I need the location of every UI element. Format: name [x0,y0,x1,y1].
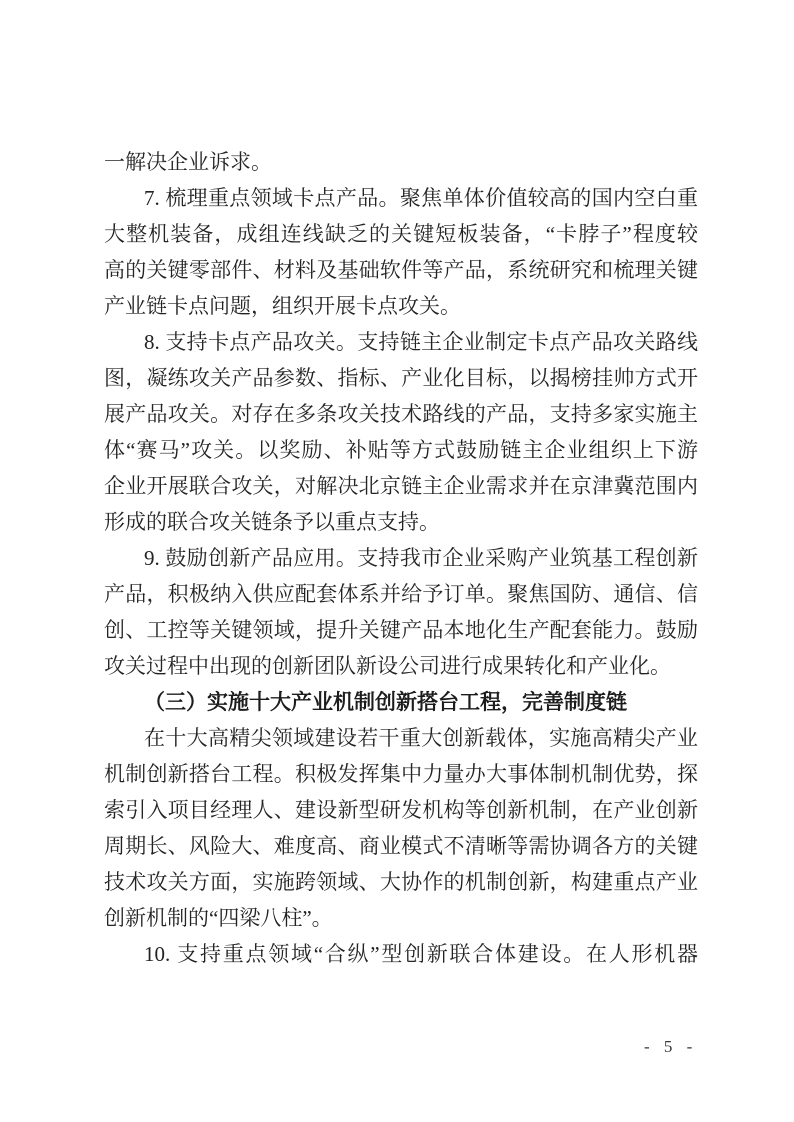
body-line: 9. 鼓励创新产品应用。支持我市企业采购产业筑基工程创新 [144,546,698,570]
body-line: 形成的联合攻关链条予以重点支持。 [104,510,440,534]
body-line: 一解决企业诉求。 [104,150,272,174]
body-line: 展产品攻关。对存在多条攻关技术路线的产品，支持多家实施主 [104,402,698,426]
body-line: 机制创新搭台工程。积极发挥集中力量办大事体制机制优势，探 [104,762,698,786]
body-line: 技术攻关方面，实施跨领域、大协作的机制创新，构建重点产业 [104,870,698,894]
body-line: 攻关过程中出现的创新团队新设公司进行成果转化和产业化。 [104,654,671,678]
body-line: 创新机制的“四梁八柱”。 [104,906,333,930]
page-number: - 5 - [644,1037,698,1056]
section-heading: （三）实施十大产业机制创新搭台工程，完善制度链 [144,690,627,714]
body-line: 8. 支持卡点产品攻关。支持链主企业制定卡点产品攻关路线 [144,330,698,354]
body-line: 索引入项目经理人、建设新型研发机构等创新机制，在产业创新 [104,798,698,822]
body-line: 大整机装备，成组连线缺乏的关键短板装备，“卡脖子”程度较 [104,222,698,246]
body-line: 10. 支持重点领域“合纵”型创新联合体建设。在人形机器 [144,942,698,966]
body-line: 产品，积极纳入供应配套体系并给予订单。聚焦国防、通信、信 [104,582,698,606]
body-line: 产业链卡点问题，组织开展卡点攻关。 [104,294,461,318]
body-line: 在十大高精尖领域建设若干重大创新载体，实施高精尖产业 [144,726,698,750]
body-line: 企业开展联合攻关，对解决北京链主企业需求并在京津冀范围内 [104,474,698,498]
body-line: 7. 梳理重点领域卡点产品。聚焦单体价值较高的国内空白重 [144,186,698,210]
body-line: 高的关键零部件、材料及基础软件等产品，系统研究和梳理关键 [104,258,698,282]
body-line: 创、工控等关键领域，提升关键产品本地化生产配套能力。鼓励 [104,618,698,642]
body-line: 周期长、风险大、难度高、商业模式不清晰等需协调各方的关键 [104,834,698,858]
body-line: 图，凝练攻关产品参数、指标、产业化目标，以揭榜挂帅方式开 [104,366,698,390]
document-body [104,144,698,972]
body-line: 体“赛马”攻关。以奖励、补贴等方式鼓励链主企业组织上下游 [104,438,698,462]
